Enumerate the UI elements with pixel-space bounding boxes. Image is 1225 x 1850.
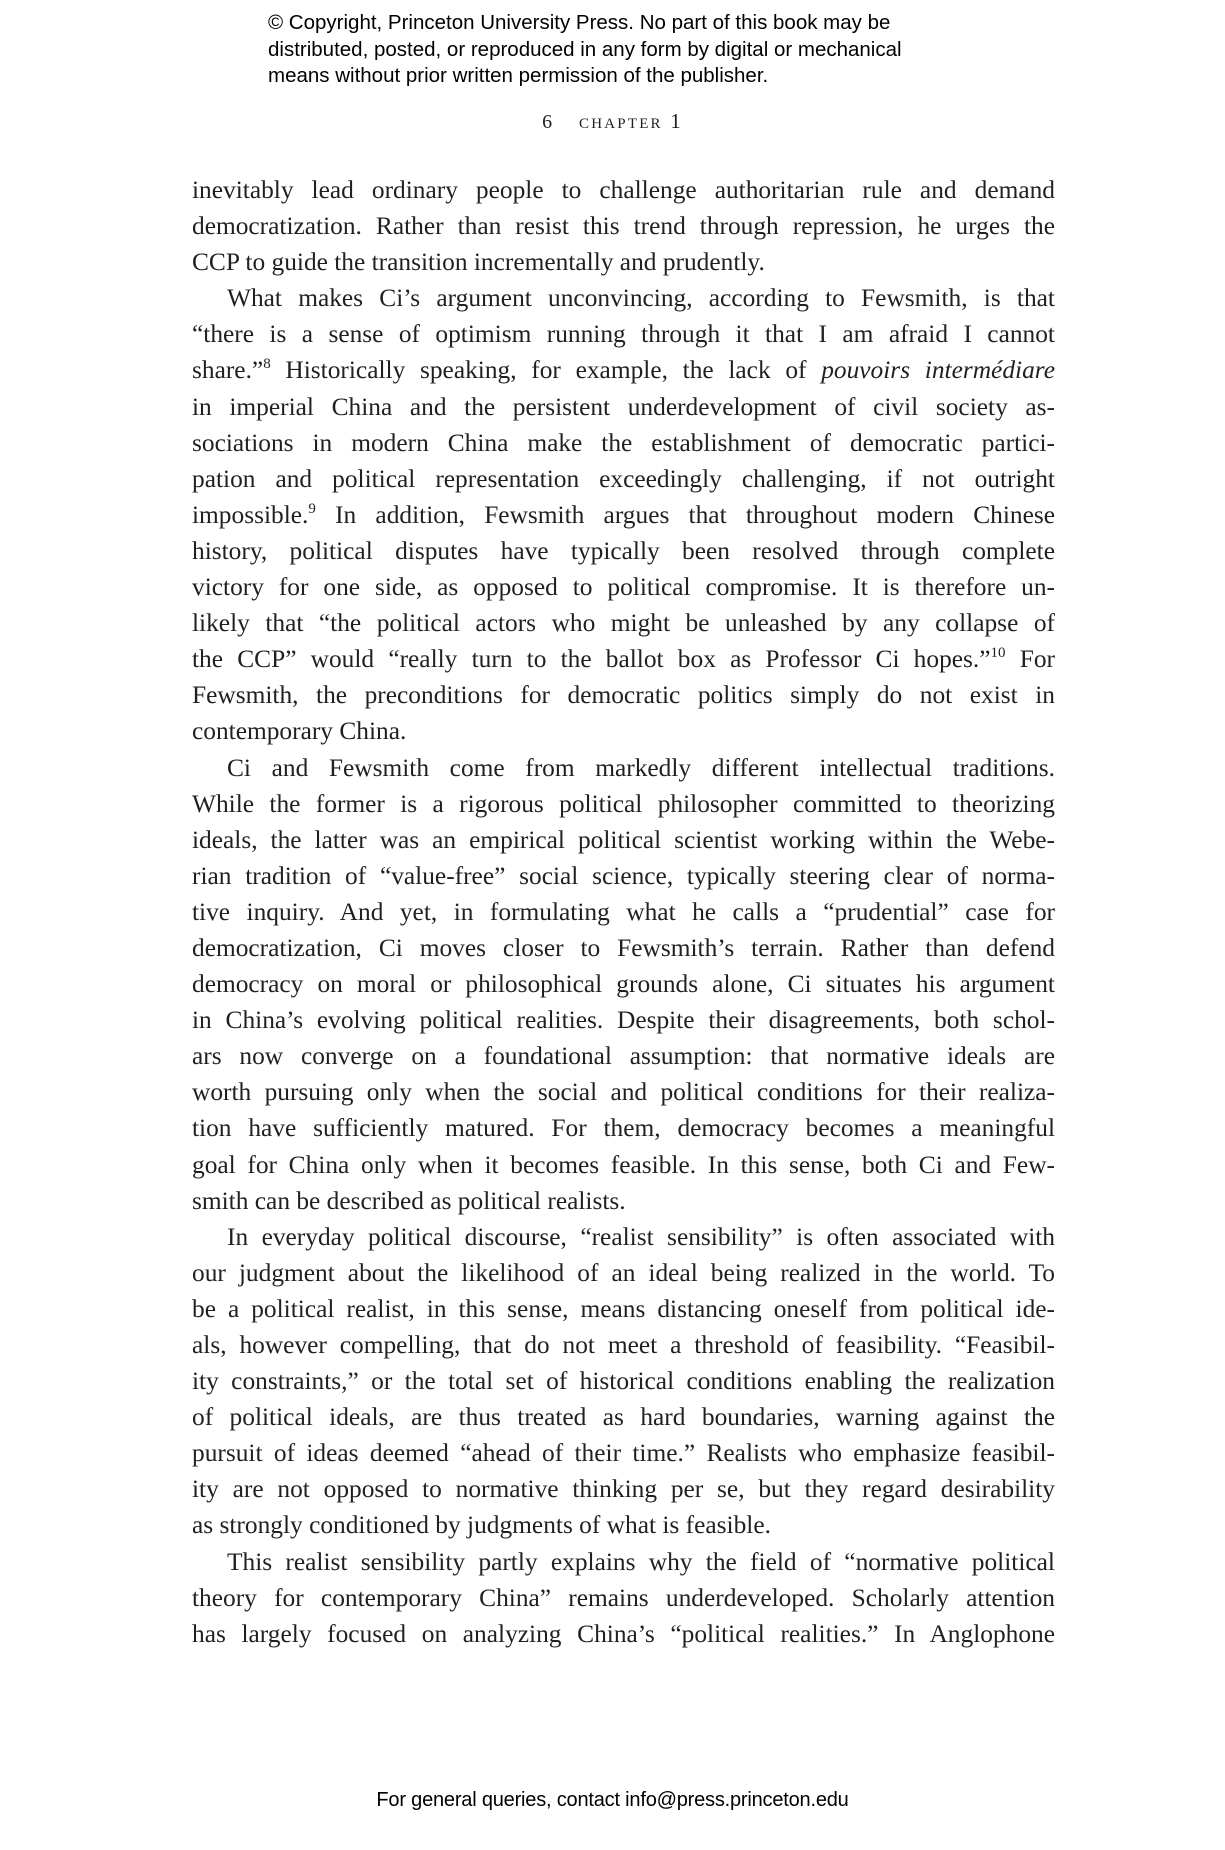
text-line: smith can be described as political realists. — [192, 1186, 626, 1215]
text-line: in China’s evolving political realities. Despite their disagreements, both schol- — [192, 1006, 1055, 1035]
text-line: victory for one side, as opposed to political compromise. It is therefore un- — [192, 573, 1055, 602]
text-line: Ci and Fewsmith come from markedly different intellectual traditions. — [227, 753, 1055, 782]
text-line: goal for China only when it becomes feasible. In this sense, both Ci and Few- — [192, 1150, 1055, 1179]
italic-phrase: pouvoirs intermédiare — [821, 356, 1055, 385]
text-line — [192, 497, 1055, 533]
text-line: CCP to guide the transition incrementally and prudently. — [192, 248, 765, 277]
text-line: “there is a sense of optimism running through it that I am afraid I cannot — [192, 320, 1055, 349]
text-line: Fewsmith, the preconditions for democratic politics simply do not exist in — [192, 681, 1055, 710]
text-run: share.” — [192, 356, 264, 385]
text-line: pursuit of ideas deemed “ahead of their time.” Realists who emphasize feasibil- — [192, 1439, 1055, 1468]
text-line: contemporary China. — [192, 717, 407, 746]
text-line: sociations in modern China make the establishment of democratic partici- — [192, 428, 1055, 457]
text-line: rian tradition of “value-free” social science, typically steering clear of norma- — [192, 861, 1055, 890]
text-line: pation and political representation exceedingly challenging, if not outright — [192, 464, 1055, 493]
text-line: In everyday political discourse, “realist sensibility” is often associated with — [227, 1222, 1055, 1251]
paragraph — [192, 1544, 1055, 1652]
text-run: For — [1005, 645, 1056, 674]
text-run: the CCP” would “really turn to the ballot box as Professor Ci hopes.” — [192, 645, 991, 674]
text-line: history, political disputes have typically been resolved through complete — [192, 536, 1055, 565]
page-number: 6 — [542, 111, 553, 133]
text-line — [192, 641, 1055, 677]
contact-text: For general queries, contact info@press.princeton.edu — [376, 1789, 849, 1811]
chapter-label: chapter 1 — [579, 109, 683, 133]
text-line: our judgment about the likelihood of an ideal being realized in the world. To — [192, 1258, 1055, 1287]
paragraph — [192, 172, 1055, 280]
text-line: likely that “the political actors who might be unleashed by any collapse of — [192, 609, 1055, 638]
text-line: as strongly conditioned by judgments of what is feasible. — [192, 1511, 771, 1540]
copyright-notice-line: © Copyright, Princeton University Press. No part of this book may be — [268, 11, 891, 34]
text-run: In addition, Fewsmith argues that throughout modern Chinese — [315, 500, 1055, 529]
text-line: What makes Ci’s argument unconvincing, according to Fewsmith, is that — [227, 284, 1055, 313]
footnote-ref-10[interactable]: 10 — [990, 645, 1006, 662]
text-line: als, however compelling, that do not meet a threshold of feasibility. “Feasibil- — [192, 1331, 1055, 1359]
text-line: worth pursuing only when the social and political conditions for their realiza- — [192, 1078, 1055, 1107]
paragraph — [192, 1219, 1055, 1544]
text-line: ars now converge on a foundational assumption: that normative ideals are — [192, 1042, 1055, 1071]
text-line: This realist sensibility partly explains why the field of “normative political — [227, 1547, 1055, 1576]
text-run: impossible. — [192, 500, 309, 529]
paragraph — [192, 750, 1055, 1219]
text-line: democratization, Ci moves closer to Fewsmith’s terrain. Rather than defend — [192, 933, 1055, 962]
text-line: theory for contemporary China” remains underdeveloped. Scholarly attention — [192, 1583, 1055, 1612]
paragraph — [192, 280, 1055, 749]
running-head — [0, 109, 1225, 134]
text-line: tion have sufficiently matured. For them, democracy becomes a meaningful — [192, 1114, 1055, 1143]
text-line: ity are not opposed to normative thinking per se, but they regard desirability — [192, 1475, 1055, 1504]
text-line: ideals, the latter was an empirical political scientist working within the Webe- — [192, 825, 1055, 854]
contact-footer — [0, 1789, 1225, 1812]
text-line: While the former is a rigorous political philosopher committed to theorizing — [192, 789, 1055, 818]
text-run: Historically speaking, for example, the lack of — [270, 356, 822, 385]
text-line — [192, 352, 1055, 388]
body-text — [192, 172, 1055, 1652]
text-line: has largely focused on analyzing China’s “political realities.” In Anglophone — [192, 1619, 1055, 1648]
text-line: tive inquiry. And yet, in formulating what he calls a “prudential” case for — [192, 897, 1055, 926]
text-line: be a political realist, in this sense, means distancing oneself from political ide- — [192, 1294, 1055, 1323]
text-line: inevitably lead ordinary people to challenge authoritarian rule and demand — [192, 176, 1055, 204]
text-line: ity constraints,” or the total set of historical conditions enabling the realization — [192, 1367, 1055, 1396]
footnote-ref-9[interactable]: 9 — [308, 500, 316, 517]
copyright-notice-line: means without prior written permission of the publisher. — [268, 64, 769, 87]
copyright-notice — [268, 10, 988, 90]
text-line: democracy on moral or philosophical grounds alone, Ci situates his argument — [192, 970, 1055, 999]
text-line: in imperial China and the persistent underdevelopment of civil society as- — [192, 392, 1055, 421]
text-line: of political ideals, are thus treated as hard boundaries, warning against the — [192, 1403, 1055, 1432]
footnote-ref-8[interactable]: 8 — [263, 356, 271, 373]
copyright-notice-line: distributed, posted, or reproduced in any form by digital or mechanical — [268, 37, 902, 61]
text-line: democratization. Rather than resist this trend through repression, he urges the — [192, 212, 1055, 241]
